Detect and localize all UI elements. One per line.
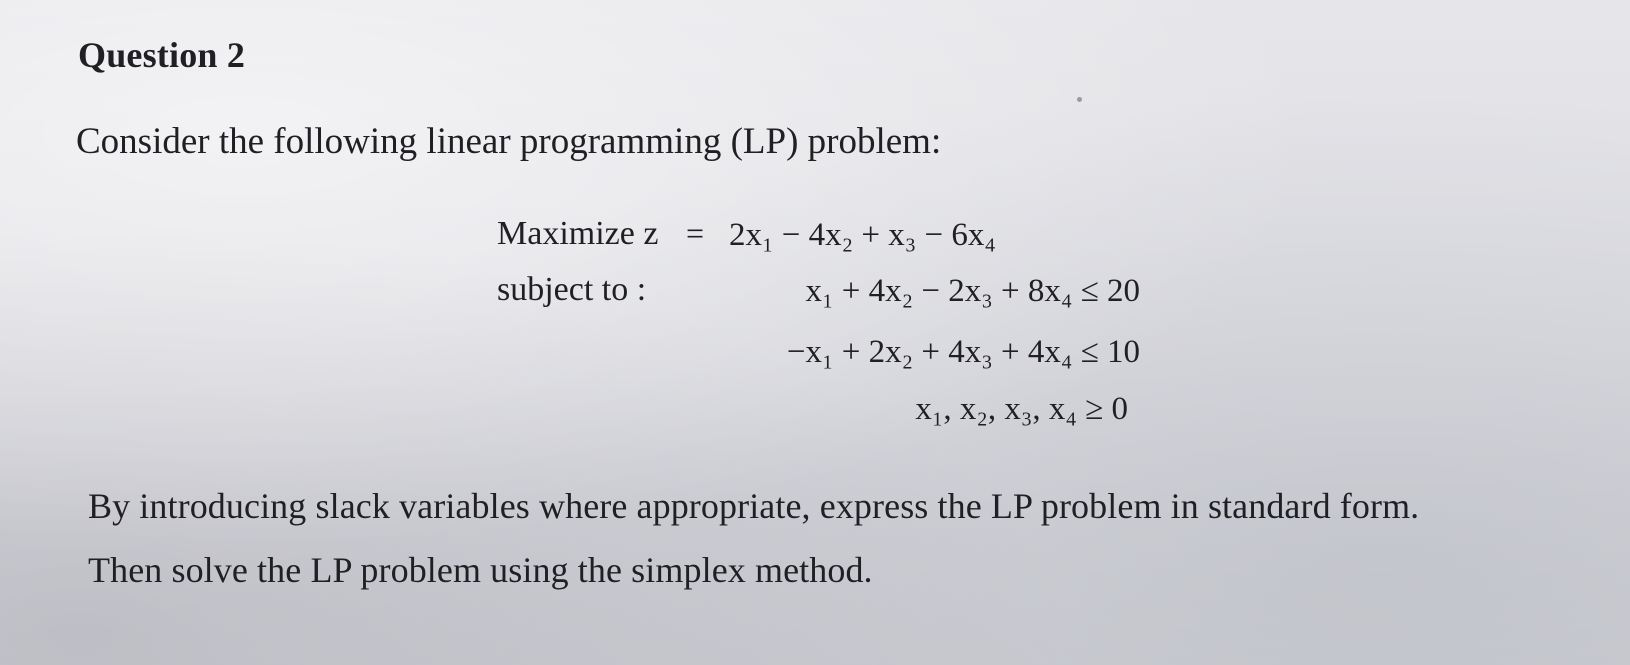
paper-speck — [1077, 97, 1082, 102]
constraint-2: −x₁ + 2x₂ + 4x₃ + 4x₄ ≤ 10 — [786, 334, 1140, 370]
constraints-label: subject to : — [497, 271, 647, 308]
objective-label: Maximize z — [497, 215, 659, 252]
question-instructions — [88, 474, 1419, 602]
lp-problem-block — [497, 205, 1197, 445]
nonnegativity-constraint: x₁, x₂, x₃, x₄ ≥ 0 — [915, 391, 1128, 427]
instruction-line-2: Then solve the LP problem using the simplex method. — [88, 550, 873, 590]
objective-equals-sign: = — [686, 215, 705, 251]
question-heading: Question 2 — [78, 35, 246, 75]
question-intro: Consider the following linear programming (LP) problem: — [76, 121, 942, 162]
constraint-1: x₁ + 4x₂ − 2x₃ + 8x₄ ≤ 20 — [805, 273, 1140, 309]
instruction-line-1: By introducing slack variables where appropriate, express the LP problem in standard form. — [88, 486, 1420, 526]
objective-expression: 2x₁ − 4x₂ + x₃ − 6x₄ — [729, 217, 996, 253]
